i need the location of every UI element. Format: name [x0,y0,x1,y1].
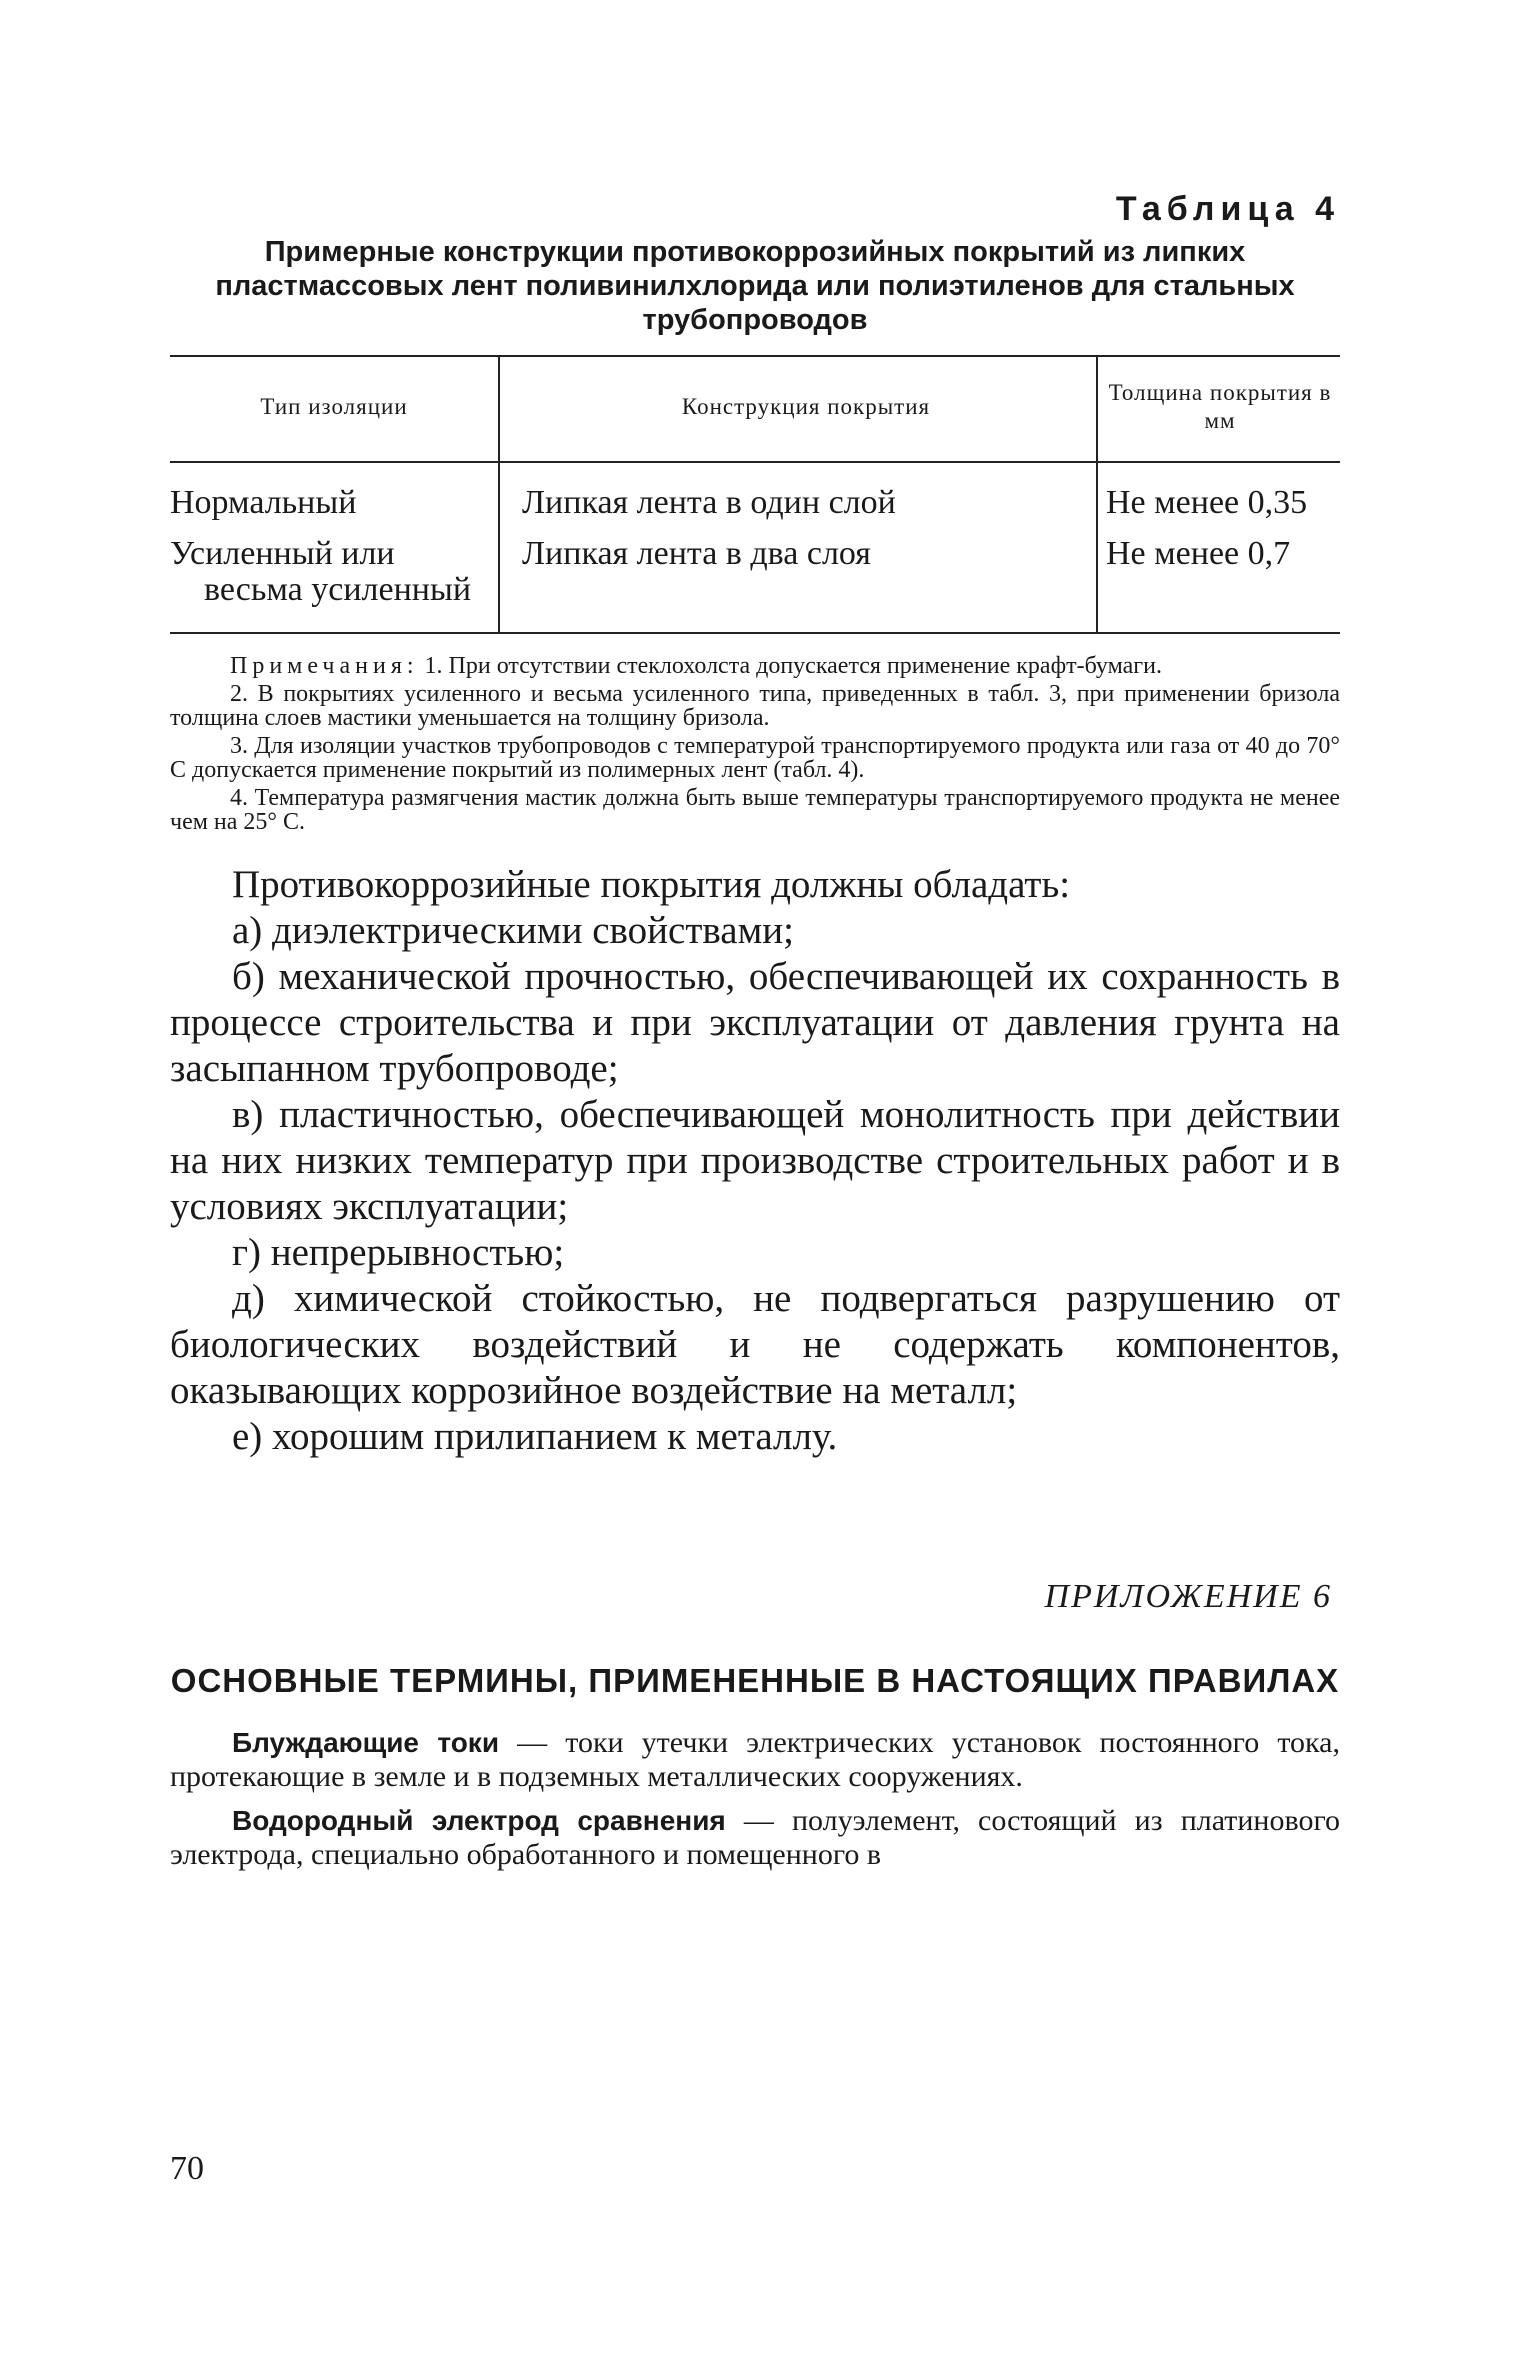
term-name: Водородный электрод сравнения [232,1805,726,1836]
requirement-item: д) химической стойкостью, не подвергаться разрушению от биологических воздействий и не содержать компонентов, оказывающих коррозийное воздействие на металл; [170,1277,1340,1412]
type-line: Нормальный [170,484,357,521]
table-notes [170,654,1340,834]
note-2: 2. В покрытиях усиленного и весьма усиленного типа, приведенных в табл. 3, при применении бризола толщина слоев мастики уменьшается на толщину бризола. [170,681,1340,731]
requirement-item: г) непрерывностью; [232,1231,565,1274]
terms-list [170,1726,1340,1872]
term-definition: — полуэлемент, состоящий из платинового электрода, специально обработанного и помещенного в [170,1804,1340,1871]
appendix-label: ПРИЛОЖЕНИЕ 6 [1044,1578,1332,1615]
cell-thickness: Не менее 0,7 [1097,535,1340,633]
requirement-item: в) пластичностью, обеспечивающей монолитность при действии на них низких температур при производстве строительных работ и в условиях эксплуатации; [170,1093,1340,1228]
note-3: 3. Для изоляции участков трубопроводов с температурой транспортируемого продукта или газа от 40 до 70° С допускается применение покрытий из полимерных лент (табл. 4). [170,733,1340,783]
table-number: Таблица 4 [1115,190,1340,228]
term-entry [170,1804,1340,1872]
cell-construction: Липкая лента в один слой [499,462,1097,535]
table-row [170,462,1340,535]
note-1-text: 1. При отсутствии стеклохолста допускается применение крафт-бумаги. [424,653,1162,679]
cell-thickness: Не менее 0,35 [1097,462,1340,535]
page-number: 70 [170,2150,204,2187]
table-header-row [170,356,1340,462]
requirement-item: е) хорошим прилипанием к металлу. [232,1415,838,1458]
header-construction: Конструкция покрытия [499,356,1097,462]
term-entry [170,1726,1340,1794]
cell-type [170,535,499,633]
coating-requirements [170,862,1340,1460]
type-line: весьма усиленный [204,571,472,608]
requirement-item: б) механической прочностью, обеспечивающей их сохранность в процессе строительства и при эксплуатации от давления грунта на засыпанном трубопроводе; [170,955,1340,1090]
page [170,190,1340,1882]
type-line: Усиленный или [170,535,395,572]
notes-label: Примечания: [230,653,419,679]
table-row [170,535,1340,633]
table-title: Примерные конструкции противокоррозийных покрытий из липких пластмассовых лент поливинилхлорида или полиэтиленов для стальных трубопроводов [215,236,1295,336]
note-4: 4. Температура размягчения мастик должна быть выше температуры транспортируемого продукта не менее чем на 25° С. [170,785,1340,835]
requirement-item: а) диэлектрическими свойствами; [232,909,794,952]
header-thickness: Толщина покрытия в мм [1097,356,1340,462]
term-name: Блуждающие токи [232,1727,500,1758]
cell-type [170,462,499,535]
cell-construction: Липкая лента в два слоя [499,535,1097,633]
header-type: Тип изоляции [170,356,499,462]
note-1 [170,654,1340,678]
section-title: ОСНОВНЫЕ ТЕРМИНЫ, ПРИМЕНЕННЫЕ В НАСТОЯЩИХ ПРАВИЛАХ [170,1662,1340,1699]
coating-table [170,355,1340,634]
term-definition: — токи утечки электрических установок постоянного тока, протекающие в земле и в подземных металлических сооружениях. [170,1726,1340,1793]
requirements-intro: Противокоррозийные покрытия должны обладать: [232,863,1071,906]
